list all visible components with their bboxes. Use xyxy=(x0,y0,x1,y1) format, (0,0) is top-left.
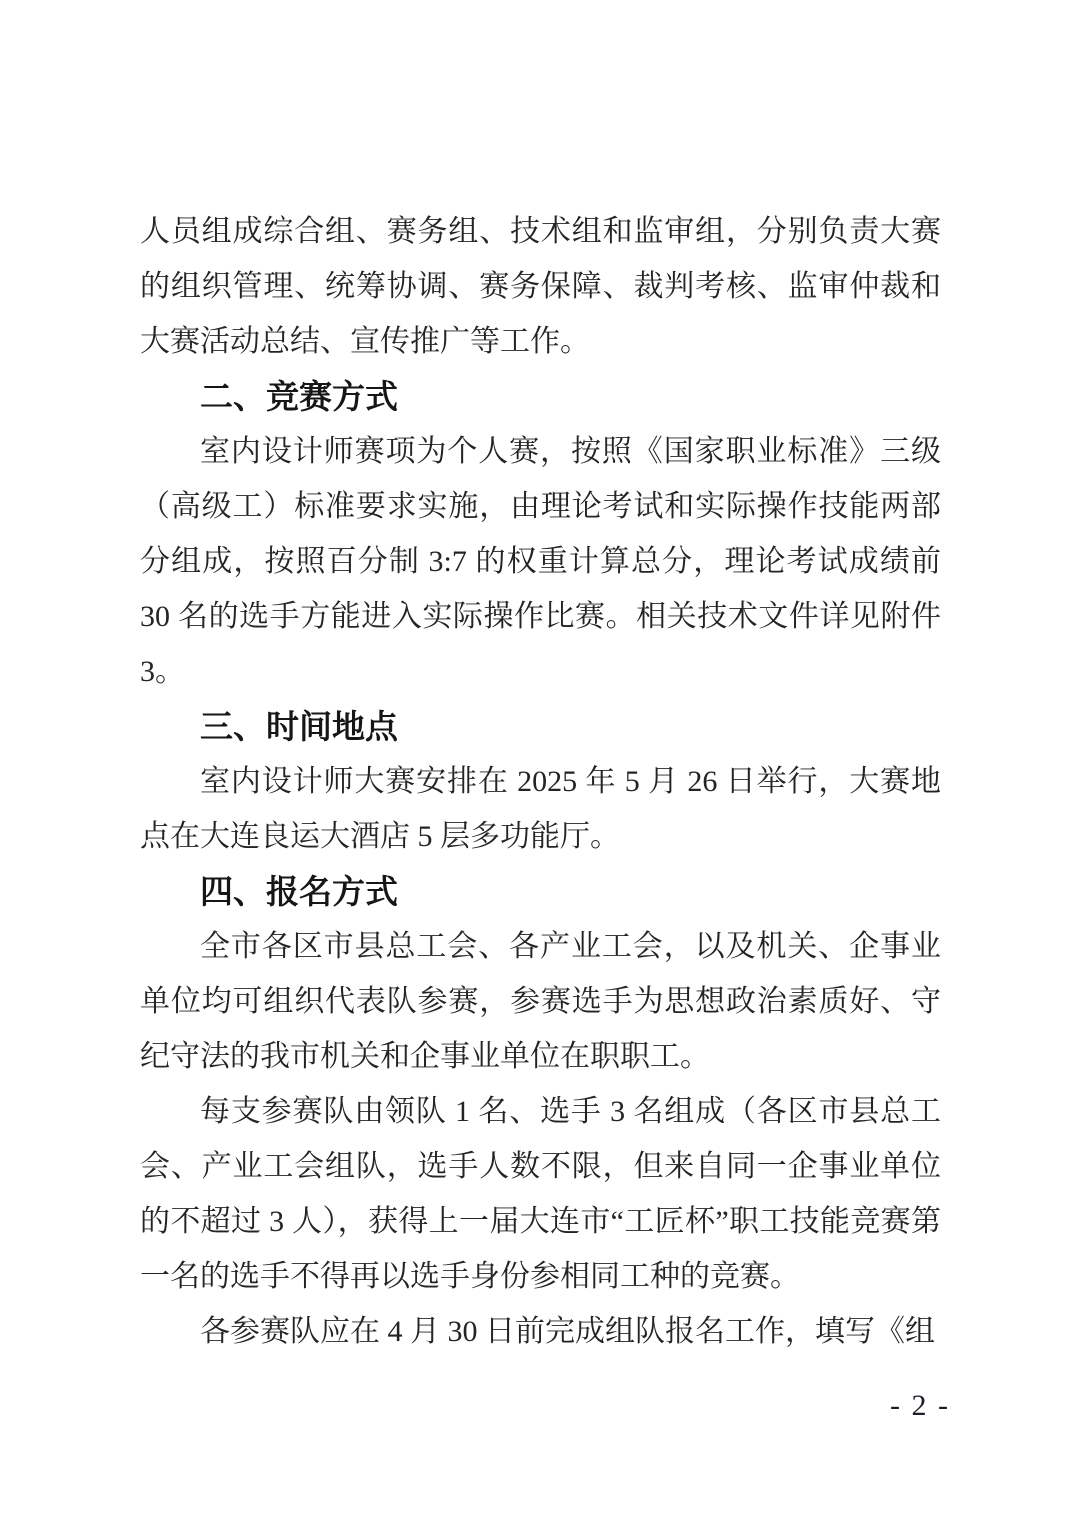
body-paragraph: 每支参赛队由领队 1 名、选手 3 名组成（各区市县总工会、产业工会组队，选手人数不限，但来自同一企事业单位的不超过 3 人），获得上一届大连市“工匠杯”职工技能竞赛第一名的选手不得再以选手身份参相同工种的竞赛。 xyxy=(140,1095,941,1293)
body-paragraph: 人员组成综合组、赛务组、技术组和监审组，分别负责大赛的组织管理、统筹协调、赛务保障、裁判考核、监审仲裁和大赛活动总结、宣传推广等工作。 xyxy=(140,215,941,358)
body-paragraph: 室内设计师赛项为个人赛，按照《国家职业标准》三级（高级工）标准要求实施，由理论考试和实际操作技能两部分组成，按照百分制 3:7 的权重计算总分，理论考试成绩前 30 名的选手方能进入实际操作比赛。相关技术文件详见附件 3。 xyxy=(140,435,941,688)
body-paragraph: 全市各区市县总工会、各产业工会，以及机关、企事业单位均可组织代表队参赛，参赛选手为思想政治素质好、守纪守法的我市机关和企事业单位在职职工。 xyxy=(140,930,941,1073)
section-heading: 四、报名方式 xyxy=(200,873,399,910)
document-body xyxy=(140,204,941,1359)
section-heading: 三、时间地点 xyxy=(200,708,399,745)
page-number: - 2 - xyxy=(890,1389,950,1422)
body-paragraph: 室内设计师大赛安排在 2025 年 5 月 26 日举行，大赛地点在大连良运大酒店 5 层多功能厅。 xyxy=(140,765,941,853)
section-heading: 二、竞赛方式 xyxy=(200,378,399,415)
body-paragraph: 各参赛队应在 4 月 30 日前完成组队报名工作，填写《组 xyxy=(200,1315,935,1348)
